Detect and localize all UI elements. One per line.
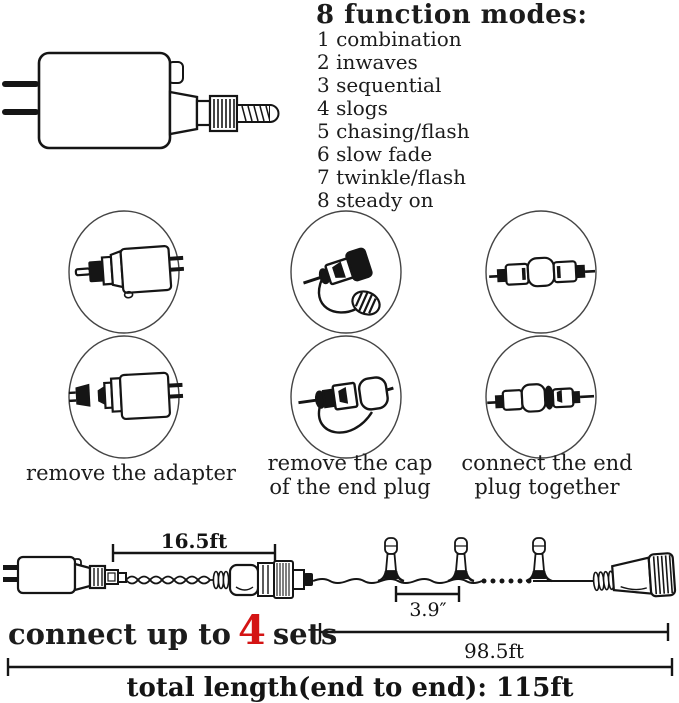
connect-sets-post: sets — [272, 617, 338, 651]
adapter-neck — [170, 92, 197, 134]
continuation-dots — [482, 579, 532, 584]
mode-item-4: 4 slogs — [317, 96, 388, 120]
dim-spacing-label: 3.9″ — [409, 599, 447, 621]
led-bulb — [448, 538, 474, 581]
led-bulb — [526, 538, 593, 581]
plug-prong-top — [2, 81, 39, 87]
connect-sets-line — [8, 607, 337, 654]
mode-item-1: 1 combination — [317, 27, 462, 51]
caption-remove-cap — [252, 451, 448, 499]
diagram-adapter — [3, 557, 126, 593]
mid-connector — [213, 561, 313, 598]
caption-remove-cap-line1: remove the cap — [267, 451, 433, 475]
plug-prong-bottom — [2, 109, 39, 115]
led-bulb — [378, 538, 404, 581]
mode-item-2: 2 inwaves — [317, 50, 418, 74]
mode-item-6: 6 slow fade — [317, 142, 433, 166]
plug-tip — [270, 105, 279, 122]
power-adapter-drawing — [0, 20, 310, 190]
step-circle-adapter-removed — [64, 332, 184, 462]
adapter-outline — [2, 53, 279, 148]
mode-item-8: 8 steady on — [317, 188, 434, 212]
caption-connect-plugs — [450, 451, 644, 499]
total-length-label: total length(end to end): 115ft — [126, 673, 574, 703]
string-wire — [313, 579, 482, 583]
caption-remove-cap-line2: of the end plug — [269, 475, 431, 499]
led-bulbs — [378, 538, 593, 581]
modes-title: 8 function modes: — [316, 0, 588, 30]
caption-connect-plugs-line1: connect the end — [461, 451, 633, 475]
step-circle-plugs-connecting — [481, 332, 601, 462]
step-circle-end-plug-cap — [286, 207, 406, 337]
connect-sets-count: 4 — [237, 607, 266, 654]
end-connector — [592, 553, 675, 601]
twisted-cord — [126, 577, 213, 584]
mode-item-3: 3 sequential — [317, 73, 442, 97]
dim-cord-label: 16.5ft — [160, 529, 228, 553]
step-circle-plugs-connected — [481, 207, 601, 337]
modes-list — [317, 28, 470, 212]
step-circle-adapter-attached — [64, 207, 184, 337]
caption-remove-adapter: remove the adapter — [26, 461, 236, 485]
mode-item-5: 5 chasing/flash — [317, 119, 470, 143]
caption-connect-plugs-line2: plug together — [474, 475, 620, 499]
mode-item-7: 7 twinkle/flash — [317, 165, 467, 189]
adapter-body — [39, 53, 170, 148]
connect-sets-pre: connect up to — [8, 617, 231, 651]
step-circle-cap-removed — [286, 332, 406, 462]
dim-string-label: 98.5ft — [464, 639, 524, 663]
connector-ring — [197, 101, 210, 125]
